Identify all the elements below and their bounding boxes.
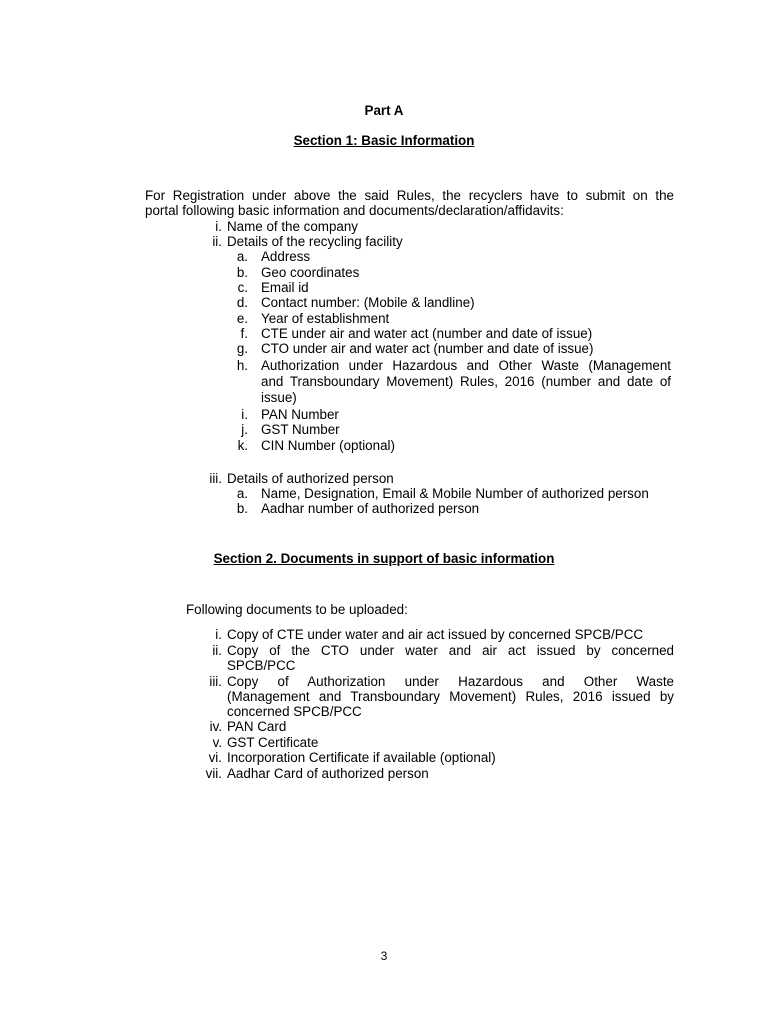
sublist-item-number: a. bbox=[236, 249, 248, 264]
list-item-number: i. bbox=[215, 219, 222, 234]
list-item-number: vi. bbox=[208, 750, 222, 765]
sublist-item: CTO under air and water act (number and date of issue) bbox=[261, 341, 594, 356]
section1-intro-line1: For Registration under above the said Rules, the recyclers have to submit on the bbox=[145, 188, 674, 203]
sublist-item: Name, Designation, Email & Mobile Number of authorized person bbox=[261, 486, 649, 501]
part-title: Part A bbox=[364, 103, 404, 118]
sublist-item-number: k. bbox=[237, 438, 248, 453]
list-item: Name of the company bbox=[227, 219, 358, 234]
list-item-number: vii. bbox=[205, 766, 222, 781]
sublist-item: Aadhar number of authorized person bbox=[261, 501, 480, 516]
sublist-item: CTE under air and water act (number and date of issue) bbox=[261, 326, 593, 341]
sublist-item: Authorization under Hazardous and Other Waste (Management bbox=[261, 358, 671, 373]
sublist-item-number: f. bbox=[240, 326, 248, 341]
list-item: Aadhar Card of authorized person bbox=[227, 766, 429, 781]
list-item-number: ii. bbox=[212, 643, 222, 658]
sublist-item-continued: and Transboundary Movement) Rules, 2016 (number and date of bbox=[261, 374, 671, 389]
sublist-item-number: j. bbox=[241, 422, 248, 437]
list-item-continued: concerned SPCB/PCC bbox=[227, 704, 362, 719]
page-number: 3 bbox=[380, 949, 388, 963]
list-item-number: iv. bbox=[209, 719, 222, 734]
list-item-number: iii. bbox=[209, 674, 222, 689]
sublist-item-number: b. bbox=[236, 501, 248, 516]
list-item: PAN Card bbox=[227, 719, 287, 734]
sublist-item-number: b. bbox=[236, 265, 248, 280]
sublist-item-number: e. bbox=[236, 311, 248, 326]
list-item: Copy of the CTO under water and air act issued by concerned bbox=[227, 643, 674, 658]
sublist-item-number: c. bbox=[237, 280, 248, 295]
list-item-continued: (Management and Transboundary Movement) Rules, 2016 issued by bbox=[227, 689, 674, 704]
sublist-item: Year of establishment bbox=[261, 311, 390, 326]
sublist-item-continued: issue) bbox=[261, 390, 297, 405]
list-item-number: i. bbox=[215, 627, 222, 642]
list-item: Incorporation Certificate if available (optional) bbox=[227, 750, 496, 765]
list-item-number: v. bbox=[212, 735, 222, 750]
list-item-continued: SPCB/PCC bbox=[227, 658, 296, 673]
list-item-number: ii. bbox=[212, 234, 222, 249]
sublist-item-number: a. bbox=[236, 486, 248, 501]
list-item-number: iii. bbox=[209, 471, 222, 486]
sublist-item-number: h. bbox=[236, 358, 248, 373]
sublist-item-number: i. bbox=[241, 407, 248, 422]
section2-heading: Section 2. Documents in support of basic information bbox=[213, 551, 555, 566]
section2-intro: Following documents to be uploaded: bbox=[186, 602, 408, 617]
sublist-item-number: d. bbox=[236, 295, 248, 310]
list-item: Details of the recycling facility bbox=[227, 234, 403, 249]
sublist-item: GST Number bbox=[261, 422, 340, 437]
list-item: Copy of Authorization under Hazardous and Other Waste bbox=[227, 674, 674, 689]
sublist-item: Geo coordinates bbox=[261, 265, 360, 280]
list-item: GST Certificate bbox=[227, 735, 319, 750]
sublist-item-number: g. bbox=[236, 341, 248, 356]
sublist-item: Email id bbox=[261, 280, 309, 295]
section1-heading: Section 1: Basic Information bbox=[293, 133, 475, 148]
section1-intro-line2: portal following basic information and documents/declaration/affidavits: bbox=[145, 203, 564, 218]
list-item: Details of authorized person bbox=[227, 471, 394, 486]
sublist-item: CIN Number (optional) bbox=[261, 438, 395, 453]
sublist-item: Address bbox=[261, 249, 311, 264]
list-item: Copy of CTE under water and air act issued by concerned SPCB/PCC bbox=[227, 627, 644, 642]
sublist-item: Contact number: (Mobile & landline) bbox=[261, 295, 475, 310]
sublist-item: PAN Number bbox=[261, 407, 339, 422]
